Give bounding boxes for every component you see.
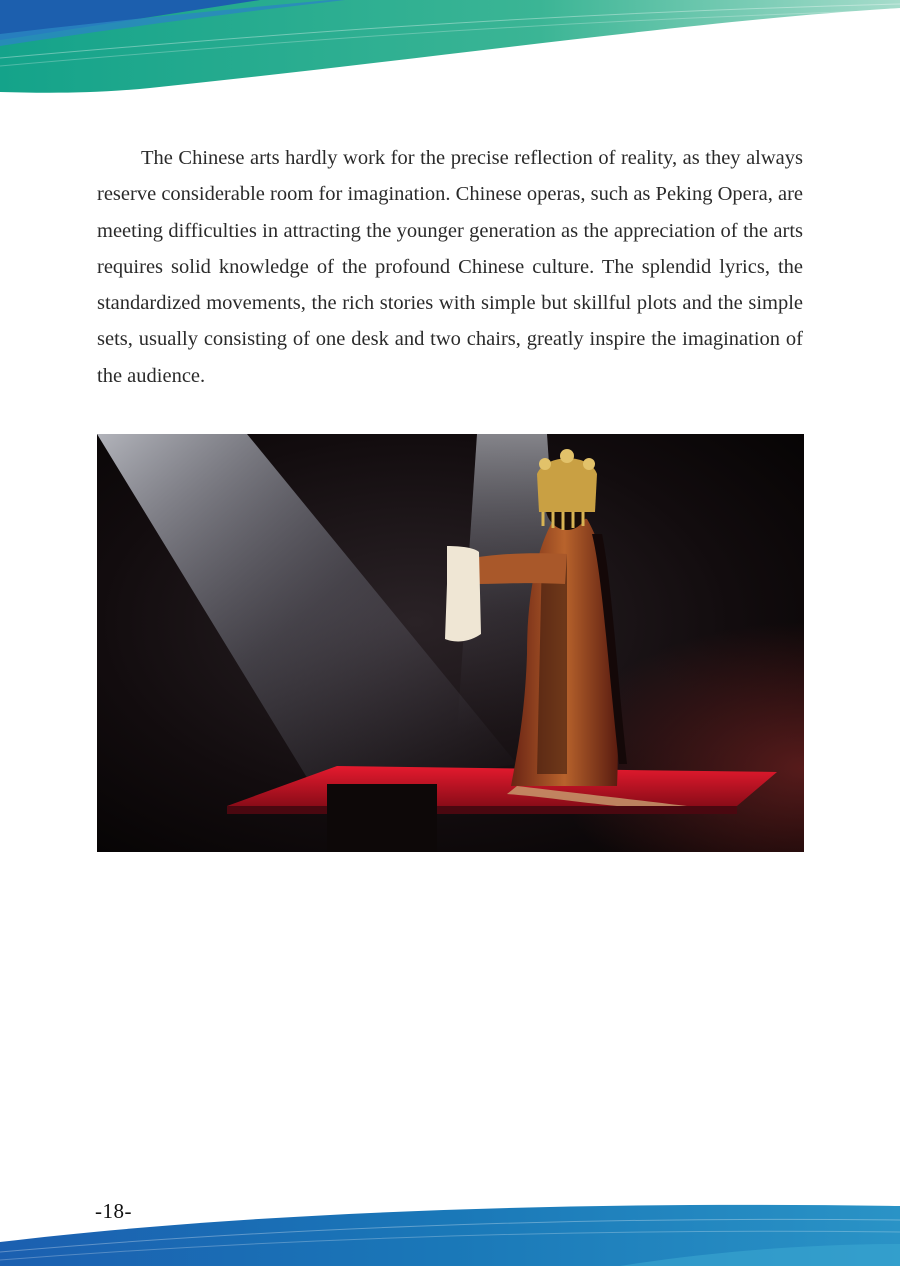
body-paragraph: The Chinese arts hardly work for the precise reflection of reality, as they always reserve considerable room for imagination. Chinese operas, such as Peking Opera, are meeting difficulties in attracting the younger generation as the appreciation of the arts requires solid knowledge of the profound Chinese culture. The splendid lyrics, the standardized movements, the rich stories with simple but skillful plots and the simple sets, usually consisting of one desk and two chairs, greatly inspire the imagination of the audience. [97, 147, 803, 387]
header-wave-band [0, 0, 900, 100]
peking-opera-performer-photo [97, 434, 804, 852]
footer-wave-band [0, 1190, 900, 1266]
page-number: -18- [95, 1199, 132, 1223]
